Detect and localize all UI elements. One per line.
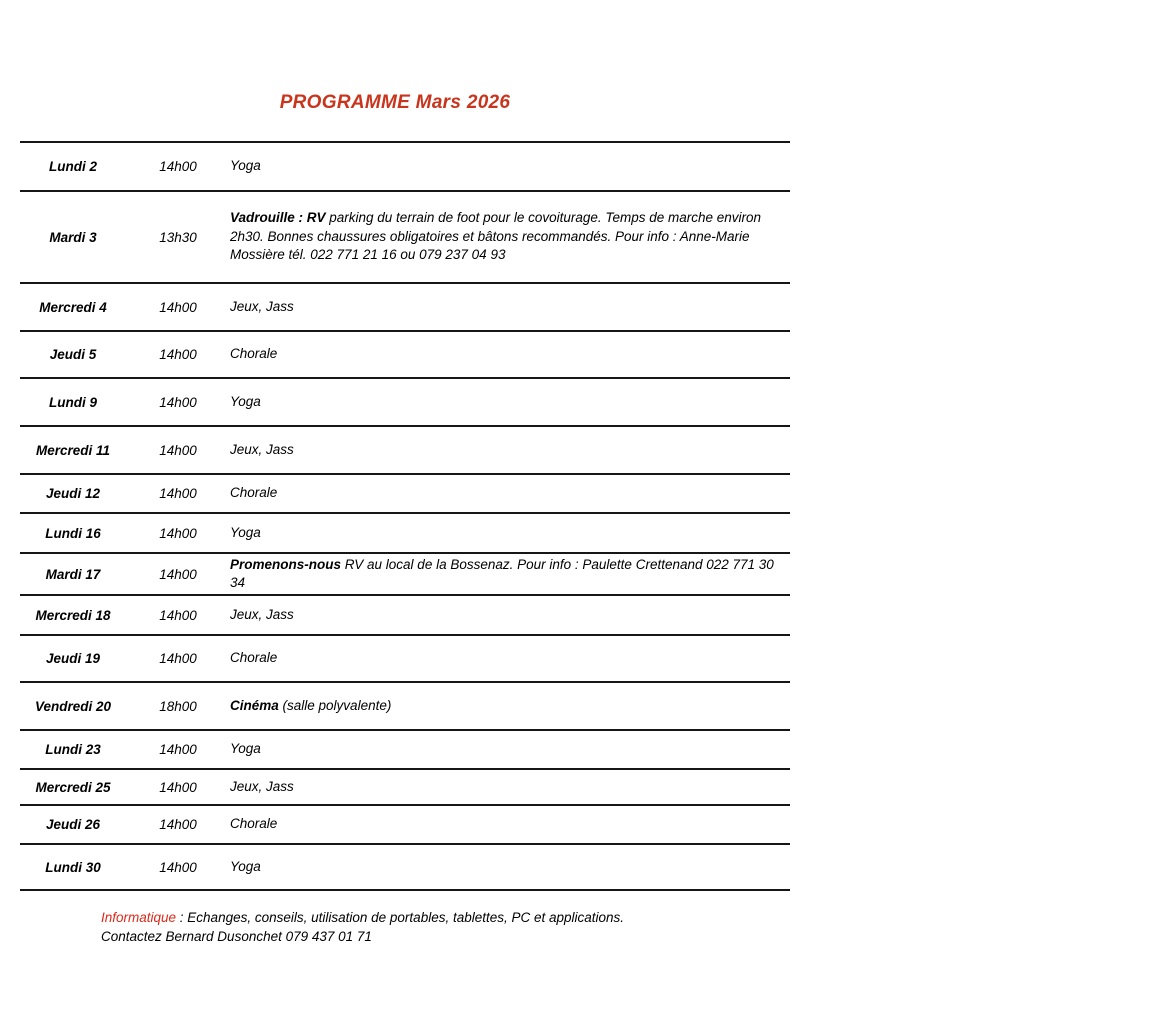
activity-cell: Yoga [230,524,261,540]
footer-line1 [101,908,624,927]
table-row [20,805,790,844]
day-cell: Lundi 30 [45,859,101,875]
day-cell: Jeudi 19 [45,651,101,666]
day-cell: Jeudi 12 [45,486,101,501]
activity-lead: Cinéma [230,697,279,713]
footer-note [101,908,624,946]
table-row [20,553,790,595]
footer-label: Informatique [101,910,177,925]
time-cell: 14h00 [159,442,197,458]
table-row [20,283,790,331]
activity-cell: Chorale [230,346,278,362]
schedule-table [20,141,790,891]
activity-cell: Yoga [230,741,261,757]
day-cell: Lundi 9 [49,394,97,410]
activity-cell: Promenons-nous RV au local de la Bossenaz. Pour info : Paulette Crettenand 022 771 30 34 [230,556,774,590]
day-cell: Mercredi 11 [35,442,111,458]
time-cell: 18h00 [159,698,197,714]
footer-line2: Contactez Bernard Dusonchet 079 437 01 71 [101,929,372,944]
time-cell: 13h30 [159,229,197,245]
time-cell: 14h00 [159,486,197,501]
day-cell: Vendredi 20 [34,698,112,714]
time-cell: 14h00 [159,525,197,541]
activity-cell: Jeux, Jass [230,606,294,622]
activity-cell: Jeux, Jass [230,441,294,457]
time-cell: 14h00 [159,859,197,875]
day-cell: Mardi 3 [49,229,97,245]
day-cell: Lundi 23 [45,742,101,757]
activity-cell: Yoga [230,858,261,874]
table-row [20,730,790,769]
activity-cell: Yoga [230,158,261,174]
schedule-body [20,142,790,890]
activity-cell: Jeux, Jass [230,298,294,314]
day-cell: Lundi 2 [49,159,97,174]
day-cell: Mercredi 4 [39,299,107,315]
activity-lead: Vadrouille : RV [230,210,326,226]
activity-cell: Vadrouille : RV parking du terrain de foot pour le covoiturage. Temps de marche environ 2h30. Bonnes chaussures obligatoires et bâtons recommandés. Pour info : Anne-Marie Mossière tél. 022 771 21 16 ou 079 237 04 93 [230,210,762,263]
time-cell: 14h00 [159,347,197,362]
table-row [20,595,790,635]
activity-cell: Jeux, Jass [230,778,294,794]
time-cell: 14h00 [159,607,197,623]
day-cell: Lundi 16 [45,525,101,541]
activity-cell: Chorale [230,650,278,666]
time-cell: 14h00 [159,742,197,757]
table-row [20,769,790,805]
time-cell: 14h00 [159,159,197,174]
day-cell: Mardi 17 [45,566,101,582]
table-row [20,142,790,191]
activity-cell: Cinéma (salle polyvalente) [230,697,392,713]
day-cell: Mercredi 18 [35,607,111,623]
day-cell: Jeudi 5 [49,347,97,362]
page-title: PROGRAMME Mars 2026 [279,92,511,113]
table-row [20,191,790,283]
time-cell: 14h00 [159,651,197,666]
table-row [20,474,790,513]
time-cell: 14h00 [159,779,197,795]
activity-lead: Promenons-nous [230,556,342,572]
time-cell: 14h00 [159,394,197,410]
table-row [20,426,790,474]
table-row [20,635,790,682]
table-row [20,682,790,730]
table-row [20,844,790,890]
day-cell: Mercredi 25 [35,779,111,795]
time-cell: 14h00 [159,817,197,832]
time-cell: 14h00 [159,566,197,582]
activity-cell: Yoga [230,393,261,409]
day-cell: Jeudi 26 [45,817,101,832]
footer-line1-text: : Echanges, conseils, utilisation de portables, tablettes, PC et applications. [176,910,625,925]
time-cell: 14h00 [159,299,197,315]
table-row [20,378,790,426]
table-row [20,513,790,553]
activity-cell: Chorale [230,485,278,501]
table-row [20,331,790,378]
activity-cell: Chorale [230,816,278,832]
